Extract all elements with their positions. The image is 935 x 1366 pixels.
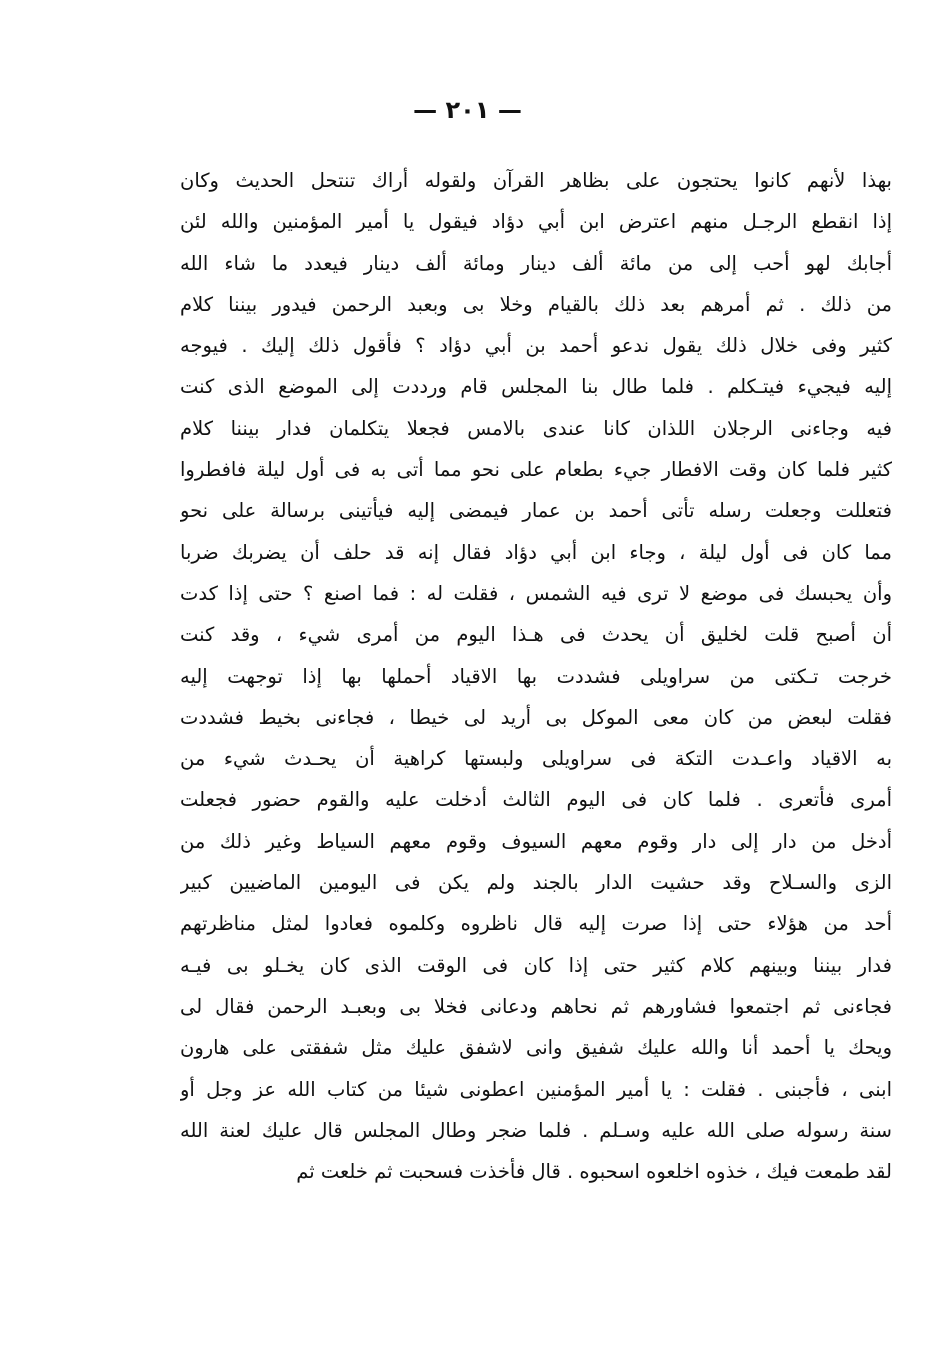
text-line: الزى والسـلاح وقد حشيت الدار بالجند ولم يكن فى اليومين الماضيين كبير: [180, 871, 892, 895]
text-line: أحد من هؤلاء حتى إذا صرت إليه قال ناظروه وكلموه فعادوا لمثل مناظرتهم: [180, 912, 892, 936]
text-line: فتعللت وجعلت رسله تأتى أحمد بن عمار فيمضى إليه فيأتينى برسالة على نحو: [180, 499, 892, 523]
text-line: أدخل من دار إلى دار وقوم معهم السيوف وقوم معهم السياط وغير ذلك من: [180, 829, 892, 853]
text-line: إذا انقطع الرجـل منهم اعترض ابن أبي دؤاد فيقول يا أمير المؤمنين والله لئن: [180, 210, 892, 234]
text-line: فقلت لبعض من كان معى الموكل بى أريد لى خيطا ، فجاءنى بخيط فشددت: [180, 705, 892, 729]
text-line: ابنى ، فأجبنى . فقلت : يا أمير المؤمنين اعطونى شيئا من كتاب الله عز وجل أو: [180, 1077, 892, 1101]
text-line: بهذا لأنهم كانوا يحتجون على بظاهر القرآن ولقوله أراك تنتحل الحديث وكان: [180, 169, 892, 192]
text-line: أجابك لهو أحب إلى من مائة ألف دينار ومائة ألف دينار فيعدد ما شاء الله: [180, 251, 892, 275]
text-line: ويحك يا أحمد أنا والله عليك شفيق وانى لاشفق عليك مثل شفقتى على هارون: [180, 1036, 892, 1060]
text-line: أمرى فأتعرى . فلما كان فى اليوم الثالث أدخلت عليه والقوم حضور فجعلت: [180, 788, 892, 812]
body-text: [180, 160, 892, 1192]
text-line: أن أصبح قلت لخليق أن يحدث فى هـذا اليوم من أمرى شيء ، وقد كنت: [180, 623, 892, 647]
text-line: إليه فيجيء فيتـكلم . فلما طال بنا المجلس قام ورددت إلى الموضع الذى كنت: [180, 375, 892, 399]
text-line: خرجت تـكتى من سراويلى فشددت بها الاقياد أحملها بها إذا توجهت إليه: [180, 664, 892, 688]
text-line: فجاءنى ثم اجتمعوا فشاورهم ثم نحاهم ودعانى فخلا بى وبعبـد الرحمن فقال لى: [180, 994, 892, 1018]
text-line: لقد طمعت فيك ، خذوه اخلعوه اسحبوه . قال فأخذت فسحبت ثم خلعت ثم: [296, 1160, 892, 1184]
text-line: من ذلك . ثم أمرهم بعد ذلك بالقيام وخلا بى وبعبد الرحمن فيدور بيننا كلام: [180, 292, 892, 316]
text-line: فيه وجاءنى الرجلان اللذان كانا عندى بالامس فجعلا يتكلمان فدار بيننا كلام: [180, 416, 892, 440]
text-line: سنة رسوله صلى الله عليه وسـلم . فلما ضجر وطال المجلس قال عليك لعنة الله: [180, 1118, 892, 1142]
page-number: — ٢٠١ —: [413, 96, 522, 124]
text-line: مما كان فى أول ليلة ، وجاء ابن أبي دؤاد فقال إنه قد حلف أن يضربك ضربا: [180, 540, 892, 564]
text-line: فدار بيننا وبينهم كلام كثير حتى إذا كان فى الوقت الذى كان يخـلو بى فيـه: [180, 953, 892, 977]
text-line: به الاقياد واعـدت التكة فى سراويلى ولبستها كراهية أن يحـدث شيء من: [180, 747, 892, 771]
text-line: كثير وفى خلال ذلك يقول ندعو أحمد بن أبي دؤاد ؟ فأقول ذلك إليك . فيوجه: [180, 334, 892, 358]
text-line: كثير فلما كان وقت الافطار جيء بطعام على نحو مما أتى به فى أول ليلة فافطروا: [180, 458, 892, 482]
text-line: وأن يحبسك فى موضع لا ترى فيه الشمس ، فقلت له : فما اصنع ؟ حتى إذا كدت: [180, 581, 892, 605]
